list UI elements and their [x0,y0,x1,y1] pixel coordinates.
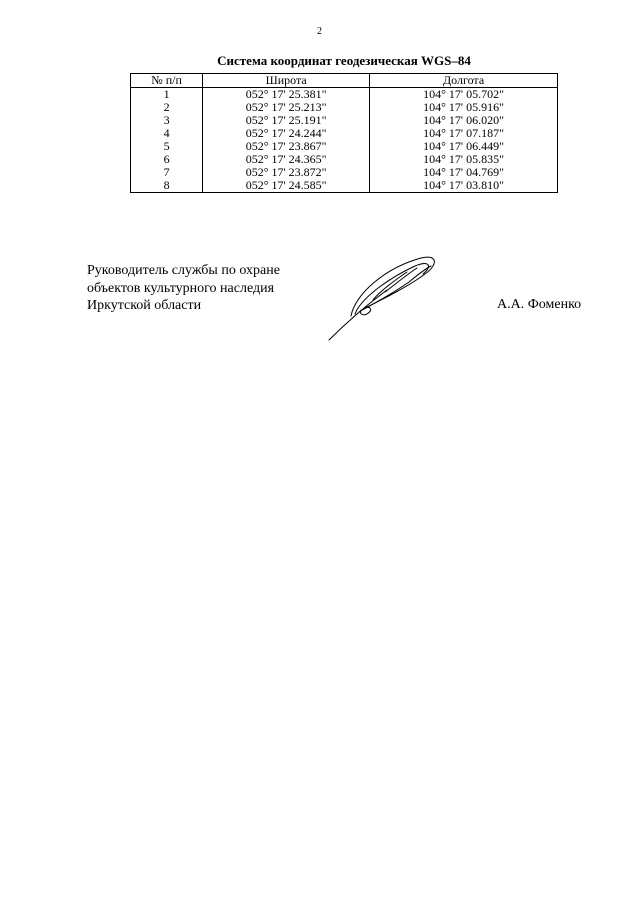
header-number: № п/п [131,74,203,88]
cell-number: 8 [131,179,203,193]
cell-longitude: 104° 17' 06.020" [370,114,558,127]
signer-name: А.А. Фоменко [497,297,582,312]
signer-position-line: Иркутской области [87,298,202,313]
table-row [131,179,558,193]
cell-latitude: 052° 17' 23.872" [203,166,370,179]
cell-latitude: 052° 17' 24.585" [203,179,370,193]
page-number: 2 [317,26,322,37]
table-header-row [131,74,558,88]
header-latitude: Широта [203,74,370,88]
cell-longitude: 104° 17' 07.187" [370,127,558,140]
cell-longitude: 104° 17' 06.449" [370,140,558,153]
cell-latitude: 052° 17' 25.191" [203,114,370,127]
cell-longitude: 104° 17' 05.916" [370,101,558,114]
cell-number: 7 [131,166,203,179]
signer-position-line: Руководитель службы по охране [87,263,280,278]
cell-longitude: 104° 17' 05.702" [370,88,558,102]
coordinates-table [130,73,558,193]
cell-number: 6 [131,153,203,166]
cell-number: 5 [131,140,203,153]
cell-number: 3 [131,114,203,127]
cell-longitude: 104° 17' 05.835" [370,153,558,166]
cell-latitude: 052° 17' 24.365" [203,153,370,166]
cell-latitude: 052° 17' 25.213" [203,101,370,114]
cell-longitude: 104° 17' 04.769" [370,166,558,179]
cell-longitude: 104° 17' 03.810" [370,179,558,193]
cell-number: 2 [131,101,203,114]
cell-latitude: 052° 17' 24.244" [203,127,370,140]
handwritten-signature [325,254,445,344]
table-row [131,88,558,102]
cell-latitude: 052° 17' 25.381" [203,88,370,102]
signer-position-line: объектов культурного наследия [87,280,275,296]
signer-position [87,262,280,315]
document-title: Система координат геодезическая WGS–84 [217,53,471,68]
cell-number: 4 [131,127,203,140]
cell-number: 1 [131,88,203,102]
cell-latitude: 052° 17' 23.867" [203,140,370,153]
header-longitude: Долгота [370,74,558,88]
